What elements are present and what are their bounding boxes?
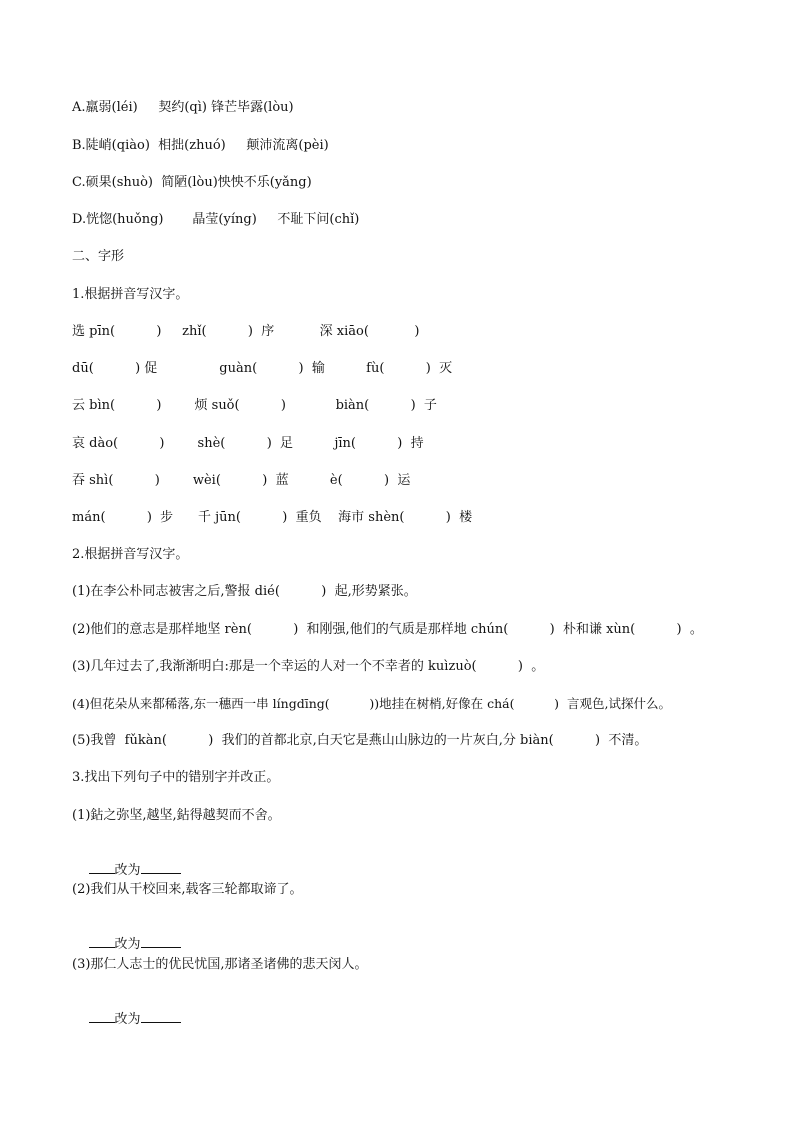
option-c: C.硕果(shuò) 简陋(lòu)怏怏不乐(yǎng) xyxy=(72,175,312,190)
q1-row-1: 选 pīn( ) zhǐ( ) 序 深 xiāo( ) xyxy=(72,324,420,339)
q1-row-6: mán( ) 步 千 jūn( ) 重负 海市 shèn( ) 楼 xyxy=(72,510,473,525)
q2-item-1: (1)在李公朴同志被害之后,警报 dié( ) 起,形势紧张。 xyxy=(72,584,417,599)
change-label: 改为 xyxy=(114,863,141,878)
answer-blank[interactable] xyxy=(141,1010,181,1023)
q1-row-5: 吞 shì( ) wèi( ) 蓝 è( ) 运 xyxy=(72,473,411,488)
change-label: 改为 xyxy=(114,1012,141,1027)
q2-item-4: (4)但花朵从来都稀落,东一穗西一串 língdīng( ))地挂在树梢,好像在 chá( ) 言观色,试探什么。 xyxy=(72,696,671,711)
q2-item-3: (3)几年过去了,我渐渐明白:那是一个幸运的人对一个不幸者的 kuìzuò( ) 。 xyxy=(72,659,545,674)
q3-sentence-1: (1)鉆之弥坚,越坚,鉆得越契而不舍。 xyxy=(72,808,281,823)
change-label: 改为 xyxy=(114,937,141,952)
option-a: A.羸弱(léi) 契约(qì) 锋芒毕露(lòu) xyxy=(72,100,294,115)
answer-blank[interactable] xyxy=(89,935,115,948)
q3-sentence-2: (2)我们从干校回来,载客三轮都取谛了。 xyxy=(72,882,303,897)
answer-blank[interactable] xyxy=(141,861,181,874)
option-b: B.陡峭(qiào) 相拙(zhuó) 颠沛流离(pèi) xyxy=(72,138,329,153)
answer-blank[interactable] xyxy=(89,861,115,874)
q3-title: 3.找出下列句子中的错别字并改正。 xyxy=(72,770,280,785)
q2-item-5: (5)我曾 fǔkàn( ) 我们的首都北京,白天它是燕山山脉边的一片灰白,分 biàn( ) 不清。 xyxy=(72,733,648,748)
q1-row-3: 云 bìn( ) 烦 suǒ( ) biàn( ) 子 xyxy=(72,398,437,413)
answer-blank[interactable] xyxy=(89,1010,115,1023)
q1-row-2: dū( ) 促 guàn( ) 输 fù( ) 灭 xyxy=(72,361,453,376)
q3-answer-3 xyxy=(72,994,181,1044)
q3-sentence-3: (3)那仁人志士的优民忧国,那诸圣诸佛的悲天闵人。 xyxy=(72,957,368,972)
option-d: D.恍惚(huǒng) 晶莹(yíng) 不耻下问(chǐ) xyxy=(72,212,360,227)
q1-row-4: 哀 dào( ) shè( ) 足 jīn( ) 持 xyxy=(72,436,424,451)
q2-title: 2.根据拼音写汉字。 xyxy=(72,547,189,562)
q1-title: 1.根据拼音写汉字。 xyxy=(72,287,189,302)
answer-blank[interactable] xyxy=(141,935,181,948)
section-title: 二、字形 xyxy=(72,249,125,264)
q2-item-2: (2)他们的意志是那样地坚 rèn( ) 和刚强,他们的气质是那样地 chún( ) 朴和谦 xùn( ) 。 xyxy=(72,622,703,637)
